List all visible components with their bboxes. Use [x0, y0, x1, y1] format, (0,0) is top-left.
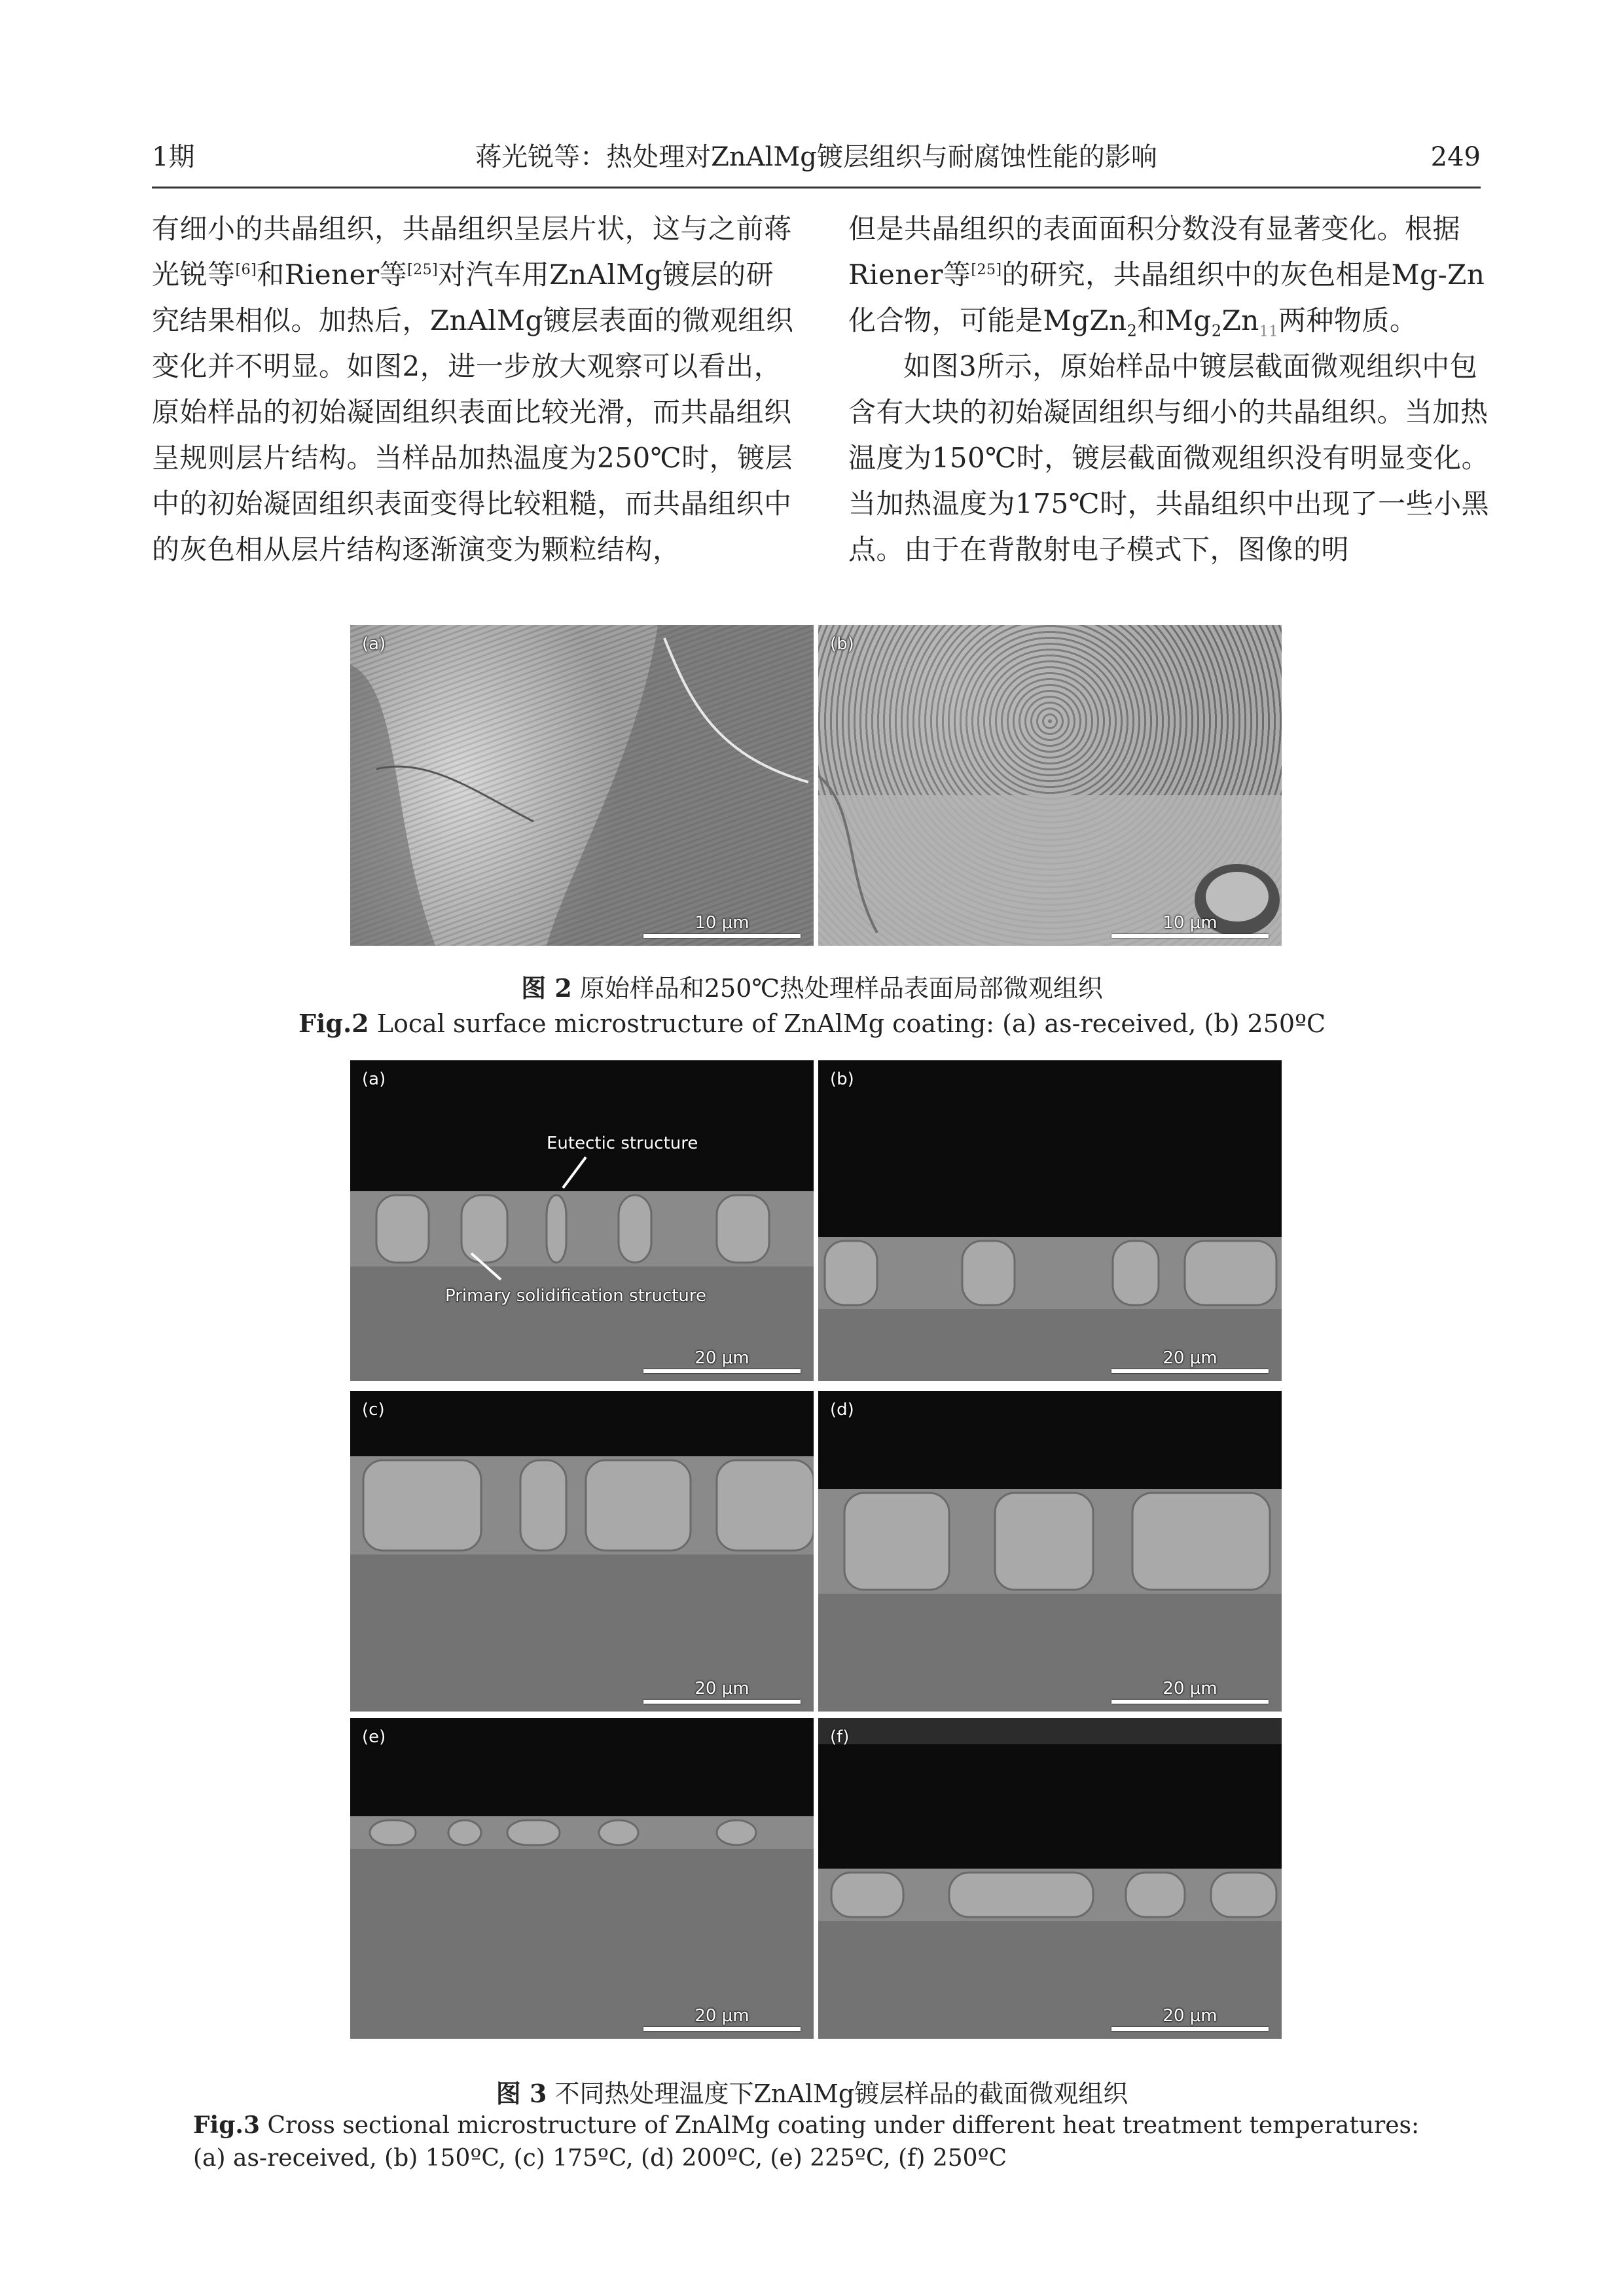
fig3-caption-en: Fig.3 Cross sectional microstructure of ZnAlMg coating under different heat treatment temperatures: (a) as-received, (b) 150ºC, (c) 175ºC, (d) 200ºC, (e) 225ºC, (f) 250ºC [193, 2111, 1420, 2172]
fig2-caption-cn: 图 2 原始样品和250℃热处理样品表面局部微观组织 [521, 973, 1103, 1003]
fig3-caption-cn: 图 3 不同热处理温度下ZnAlMg镀层样品的截面微观组织 [496, 2079, 1128, 2108]
fig3-panel-d [818, 1391, 1282, 1712]
header-rule [152, 187, 1481, 188]
left-paragraph: 有细小的共晶组织，共晶组织呈层片状，这与之前蒋光锐等[6]和Riener等[25]对汽车用ZnAlMg镀层的研究结果相似。加热后，ZnAlMg镀层表面的微观组织变化并不明显。如图2，进一步放大观察可以看出，原始样品的初始凝固组织表面比较光滑，而共晶组织呈规则层片结构。当样品加热温度为250℃时，镀层中的初始凝固组织表面变得比较粗糙，而共晶组织中的灰色相从层片结构逐渐演变为颗粒结构， [152, 213, 794, 565]
fig2-panel-a [350, 625, 814, 946]
cross-section-image [818, 1060, 1282, 1381]
panel-label: (a) [362, 1069, 386, 1089]
right-paragraph-1: 但是共晶组织的表面面积分数没有显著变化。根据Riener等[25]的研究，共晶组织中的灰色相是Mg-Zn化合物，可能是MgZn$_2$和$Mg_2Zn_{11}$两种物质。 [848, 213, 1485, 340]
scale-bar: 20 μm [1111, 1679, 1269, 1704]
annotation-eutectic-structure: Eutectic structure [547, 1134, 698, 1153]
fig3-panel-a [350, 1060, 814, 1381]
fig2-panel-b-texture [818, 625, 1282, 946]
cross-section-image [818, 1391, 1282, 1712]
scale-bar: 20 μm [643, 1679, 801, 1704]
running-title: 蒋光锐等：热处理对ZnAlMg镀层组织与耐腐蚀性能的影响 [475, 142, 1157, 172]
panel-label: (f) [830, 1727, 850, 1747]
citation-25: [25] [971, 262, 1002, 278]
scale-bar: 10 μm [643, 913, 801, 938]
cross-section-image [350, 1391, 814, 1712]
annotation-primary-solidification-structure: Primary solidification structure [445, 1286, 707, 1306]
right-column [848, 206, 1493, 573]
citation-25: [25] [407, 262, 439, 278]
left-column [152, 206, 797, 573]
panel-label: (d) [830, 1400, 854, 1420]
right-paragraph-2: 如图3所示，原始样品中镀层截面微观组织中包含有大块的初始凝固组织与细小的共晶组织。当加热温度为150℃时，镀层截面微观组织没有明显变化。当加热温度为175℃时，共晶组织中出现了一些小黑点。由于在背散射电子模式下，图像的明 [848, 350, 1490, 565]
scale-bar: 10 μm [1111, 913, 1269, 938]
fig2-caption-en: Fig.2 Local surface microstructure of ZnAlMg coating: (a) as-received, (b) 250ºC [298, 1009, 1326, 1038]
panel-label: (a) [362, 634, 386, 654]
scale-bar: 20 μm [643, 1348, 801, 1373]
scale-bar: 20 μm [1111, 2006, 1269, 2031]
cross-section-image [350, 1060, 814, 1381]
cross-section-image [350, 1718, 814, 2039]
page-number: 249 [1430, 142, 1481, 172]
scale-bar: 20 μm [643, 2006, 801, 2031]
fig3-panel-f [818, 1718, 1282, 2039]
panel-label: (b) [830, 634, 854, 654]
panel-label: (e) [362, 1727, 386, 1747]
running-header [152, 137, 1481, 177]
fig2-panel-a-texture [350, 625, 814, 946]
fig3-panel-c [350, 1391, 814, 1712]
fig3-panel-e [350, 1718, 814, 2039]
panel-label: (c) [362, 1400, 385, 1420]
fig3-panel-b [818, 1060, 1282, 1381]
issue-number: 1期 [152, 142, 195, 172]
scale-bar: 20 μm [1111, 1348, 1269, 1373]
panel-label: (b) [830, 1069, 854, 1089]
fig2-panel-b [818, 625, 1282, 946]
cross-section-image [818, 1718, 1282, 2039]
citation-6: [6] [235, 262, 257, 278]
